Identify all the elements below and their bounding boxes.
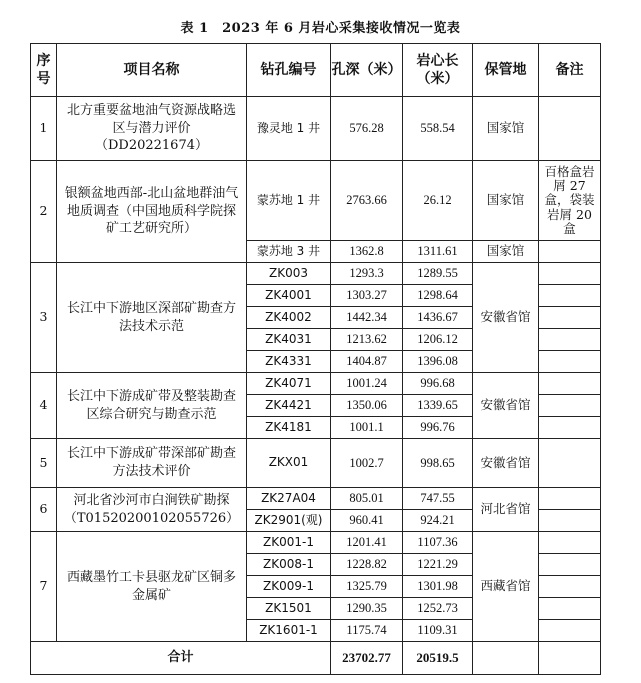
total-location-cell [473,642,539,675]
table-row [31,532,601,554]
borehole-id: ZK009-1 [247,576,331,598]
note-cell [539,510,601,532]
note-cell [539,620,601,642]
core-length: 747.55 [403,488,473,510]
storage-location: 安徽省馆 [473,373,539,439]
table-row [31,161,601,241]
borehole-id: ZK1501 [247,598,331,620]
storage-location: 西藏省馆 [473,532,539,642]
note-cell [539,417,601,439]
core-length: 1396.08 [403,351,473,373]
total-label: 合计 [31,642,331,675]
borehole-id: ZK2901(观) [247,510,331,532]
hole-depth: 1001.24 [331,373,403,395]
project-seq: 5 [31,439,57,488]
table-row [31,439,601,488]
core-length: 1289.55 [403,263,473,285]
project-seq: 2 [31,161,57,263]
total-depth: 23702.77 [331,642,403,675]
hole-depth: 576.28 [331,97,403,161]
borehole-id: ZK1601-1 [247,620,331,642]
borehole-id: ZK008-1 [247,554,331,576]
hole-depth: 1002.7 [331,439,403,488]
storage-location: 安徽省馆 [473,263,539,373]
table-row [31,488,601,510]
core-length: 924.21 [403,510,473,532]
core-length: 1301.98 [403,576,473,598]
header-note: 备注 [539,44,601,97]
hole-depth: 1001.1 [331,417,403,439]
storage-location: 河北省馆 [473,488,539,532]
hole-depth: 1442.34 [331,307,403,329]
borehole-id: ZK4071 [247,373,331,395]
core-length: 1221.29 [403,554,473,576]
core-length: 1206.12 [403,329,473,351]
hole-depth: 1303.27 [331,285,403,307]
project-seq: 7 [31,532,57,642]
header-core: 岩心长（米） [403,44,473,97]
project-seq: 1 [31,97,57,161]
table-row [31,263,601,285]
project-name: 长江中下游成矿带及整装勘查区综合研究与勘查示范 [57,373,247,439]
table-row [31,97,601,161]
hole-depth: 1350.06 [331,395,403,417]
borehole-id: ZK001-1 [247,532,331,554]
core-length: 996.68 [403,373,473,395]
core-length: 558.54 [403,97,473,161]
storage-location: 国家馆 [473,161,539,241]
header-borehole: 钻孔编号 [247,44,331,97]
project-name: 河北省沙河市白涧铁矿勘探（T01520200102055726） [57,488,247,532]
header-depth: 孔深（米） [331,44,403,97]
header-location: 保管地 [473,44,539,97]
core-length: 1252.73 [403,598,473,620]
core-length: 26.12 [403,161,473,241]
borehole-id: ZK4001 [247,285,331,307]
project-name: 长江中下游地区深部矿勘查方法技术示范 [57,263,247,373]
project-name: 长江中下游成矿带深部矿勘查方法技术评价 [57,439,247,488]
note-cell [539,329,601,351]
core-collection-table [30,43,601,675]
note-cell [539,439,601,488]
hole-depth: 1404.87 [331,351,403,373]
storage-location: 安徽省馆 [473,439,539,488]
note-cell [539,263,601,285]
project-seq: 6 [31,488,57,532]
hole-depth: 1201.41 [331,532,403,554]
borehole-id: ZK4002 [247,307,331,329]
core-length: 1311.61 [403,241,473,263]
note-cell [539,488,601,510]
note-cell [539,97,601,161]
borehole-id: ZK003 [247,263,331,285]
note-cell [539,532,601,554]
core-length: 1109.31 [403,620,473,642]
hole-depth: 1175.74 [331,620,403,642]
hole-depth: 1228.82 [331,554,403,576]
borehole-id: 蒙苏地 3 井 [247,241,331,263]
hole-depth: 805.01 [331,488,403,510]
project-name: 银额盆地西部-北山盆地群油气地质调查（中国地质科学院探矿工艺研究所） [57,161,247,263]
note-cell [539,351,601,373]
total-note-cell [539,642,601,675]
note-cell [539,373,601,395]
borehole-id: ZK4421 [247,395,331,417]
note-cell [539,307,601,329]
hole-depth: 2763.66 [331,161,403,241]
table-caption: 表 1 2023 年 6 月岩心采集接收情况一览表 [180,21,461,36]
header-row [31,44,601,97]
note-cell [539,576,601,598]
header-seq: 序号 [31,44,57,97]
borehole-id: 豫灵地 1 井 [247,97,331,161]
hole-depth: 1290.35 [331,598,403,620]
project-seq: 4 [31,373,57,439]
borehole-id: ZKX01 [247,439,331,488]
note-cell [539,554,601,576]
core-length: 1107.36 [403,532,473,554]
total-row [31,642,601,675]
hole-depth: 1213.62 [331,329,403,351]
core-length: 1436.67 [403,307,473,329]
project-seq: 3 [31,263,57,373]
core-length: 1298.64 [403,285,473,307]
storage-location: 国家馆 [473,241,539,263]
core-length: 996.76 [403,417,473,439]
project-name: 西藏墨竹工卡县驱龙矿区铜多金属矿 [57,532,247,642]
borehole-id: 蒙苏地 1 井 [247,161,331,241]
total-core: 20519.5 [403,642,473,675]
borehole-id: ZK27A04 [247,488,331,510]
storage-location: 国家馆 [473,97,539,161]
core-length: 1339.65 [403,395,473,417]
project-name: 北方重要盆地油气资源战略选区与潜力评价（DD20221674） [57,97,247,161]
note-cell [539,285,601,307]
hole-depth: 1362.8 [331,241,403,263]
note-cell [539,395,601,417]
note-cell: 百格盒岩屑 27 盒，袋装岩屑 20 盒 [539,161,601,241]
borehole-id: ZK4181 [247,417,331,439]
note-cell [539,598,601,620]
table-row [31,373,601,395]
hole-depth: 960.41 [331,510,403,532]
hole-depth: 1325.79 [331,576,403,598]
borehole-id: ZK4331 [247,351,331,373]
core-length: 998.65 [403,439,473,488]
borehole-id: ZK4031 [247,329,331,351]
note-cell [539,241,601,263]
hole-depth: 1293.3 [331,263,403,285]
header-project: 项目名称 [57,44,247,97]
